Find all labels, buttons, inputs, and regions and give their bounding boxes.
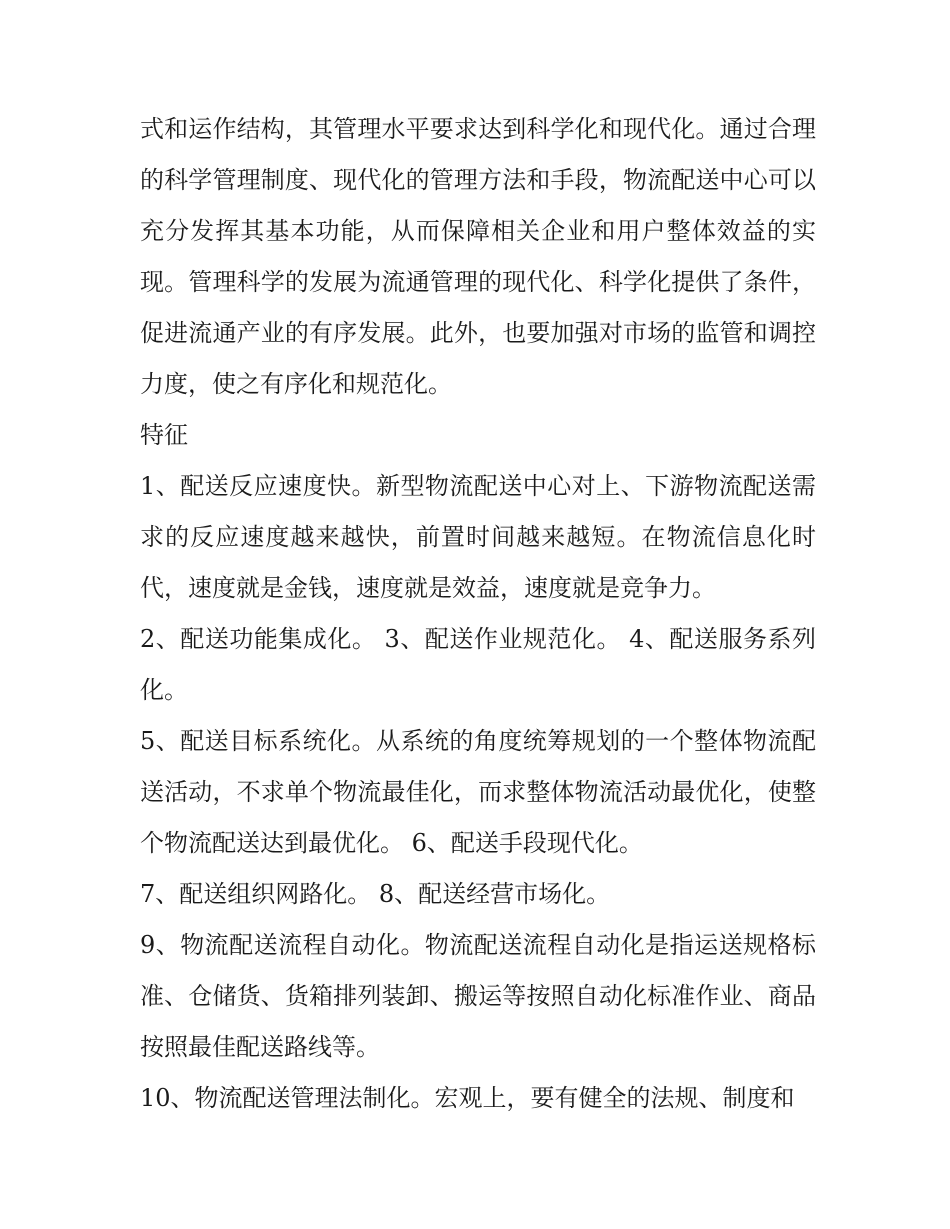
paragraph-features-2-4: 2、配送功能集成化。 3、配送作业规范化。 4、配送服务系列化。: [140, 625, 816, 704]
paragraph-management-modernization: 式和运作结构，其管理水平要求达到科学化和现代化。通过合理的科学管理制度、现代化的管理方法和手段，物流配送中心可以充分发挥其基本功能，从而保障相关企业和用户整体效益的实现。管理科学的发展为流通管理的现代化、科学化提供了条件，促进流通产业的有序发展。此外，也要加强对市场的监管和调控力度，使之有序化和规范化。: [140, 115, 816, 398]
paragraph-feature-10: 10、物流配送管理法制化。宏观上，要有健全的法规、制度和: [140, 1084, 795, 1112]
paragraph-feature-9: 9、物流配送流程自动化。物流配送流程自动化是指运送规格标准、仓储货、货箱排列装卸、搬运等按照自动化标准作业、商品按照最佳配送路线等。: [140, 931, 816, 1061]
document-body: [140, 104, 816, 1124]
section-heading-features: 特征: [140, 421, 188, 449]
paragraph-features-5-6: 5、配送目标系统化。从系统的角度统筹规划的一个整体物流配送活动，不求单个物流最佳化，而求整体物流活动最优化，使整个物流配送达到最优化。 6、配送手段现代化。: [140, 727, 816, 857]
paragraph-features-7-8: 7、配送组织网路化。 8、配送经营市场化。: [140, 880, 611, 908]
paragraph-feature-1: 1、配送反应速度快。新型物流配送中心对上、下游物流配送需求的反应速度越来越快，前置时间越来越短。在物流信息化时代，速度就是金钱，速度就是效益，速度就是竞争力。: [140, 472, 816, 602]
